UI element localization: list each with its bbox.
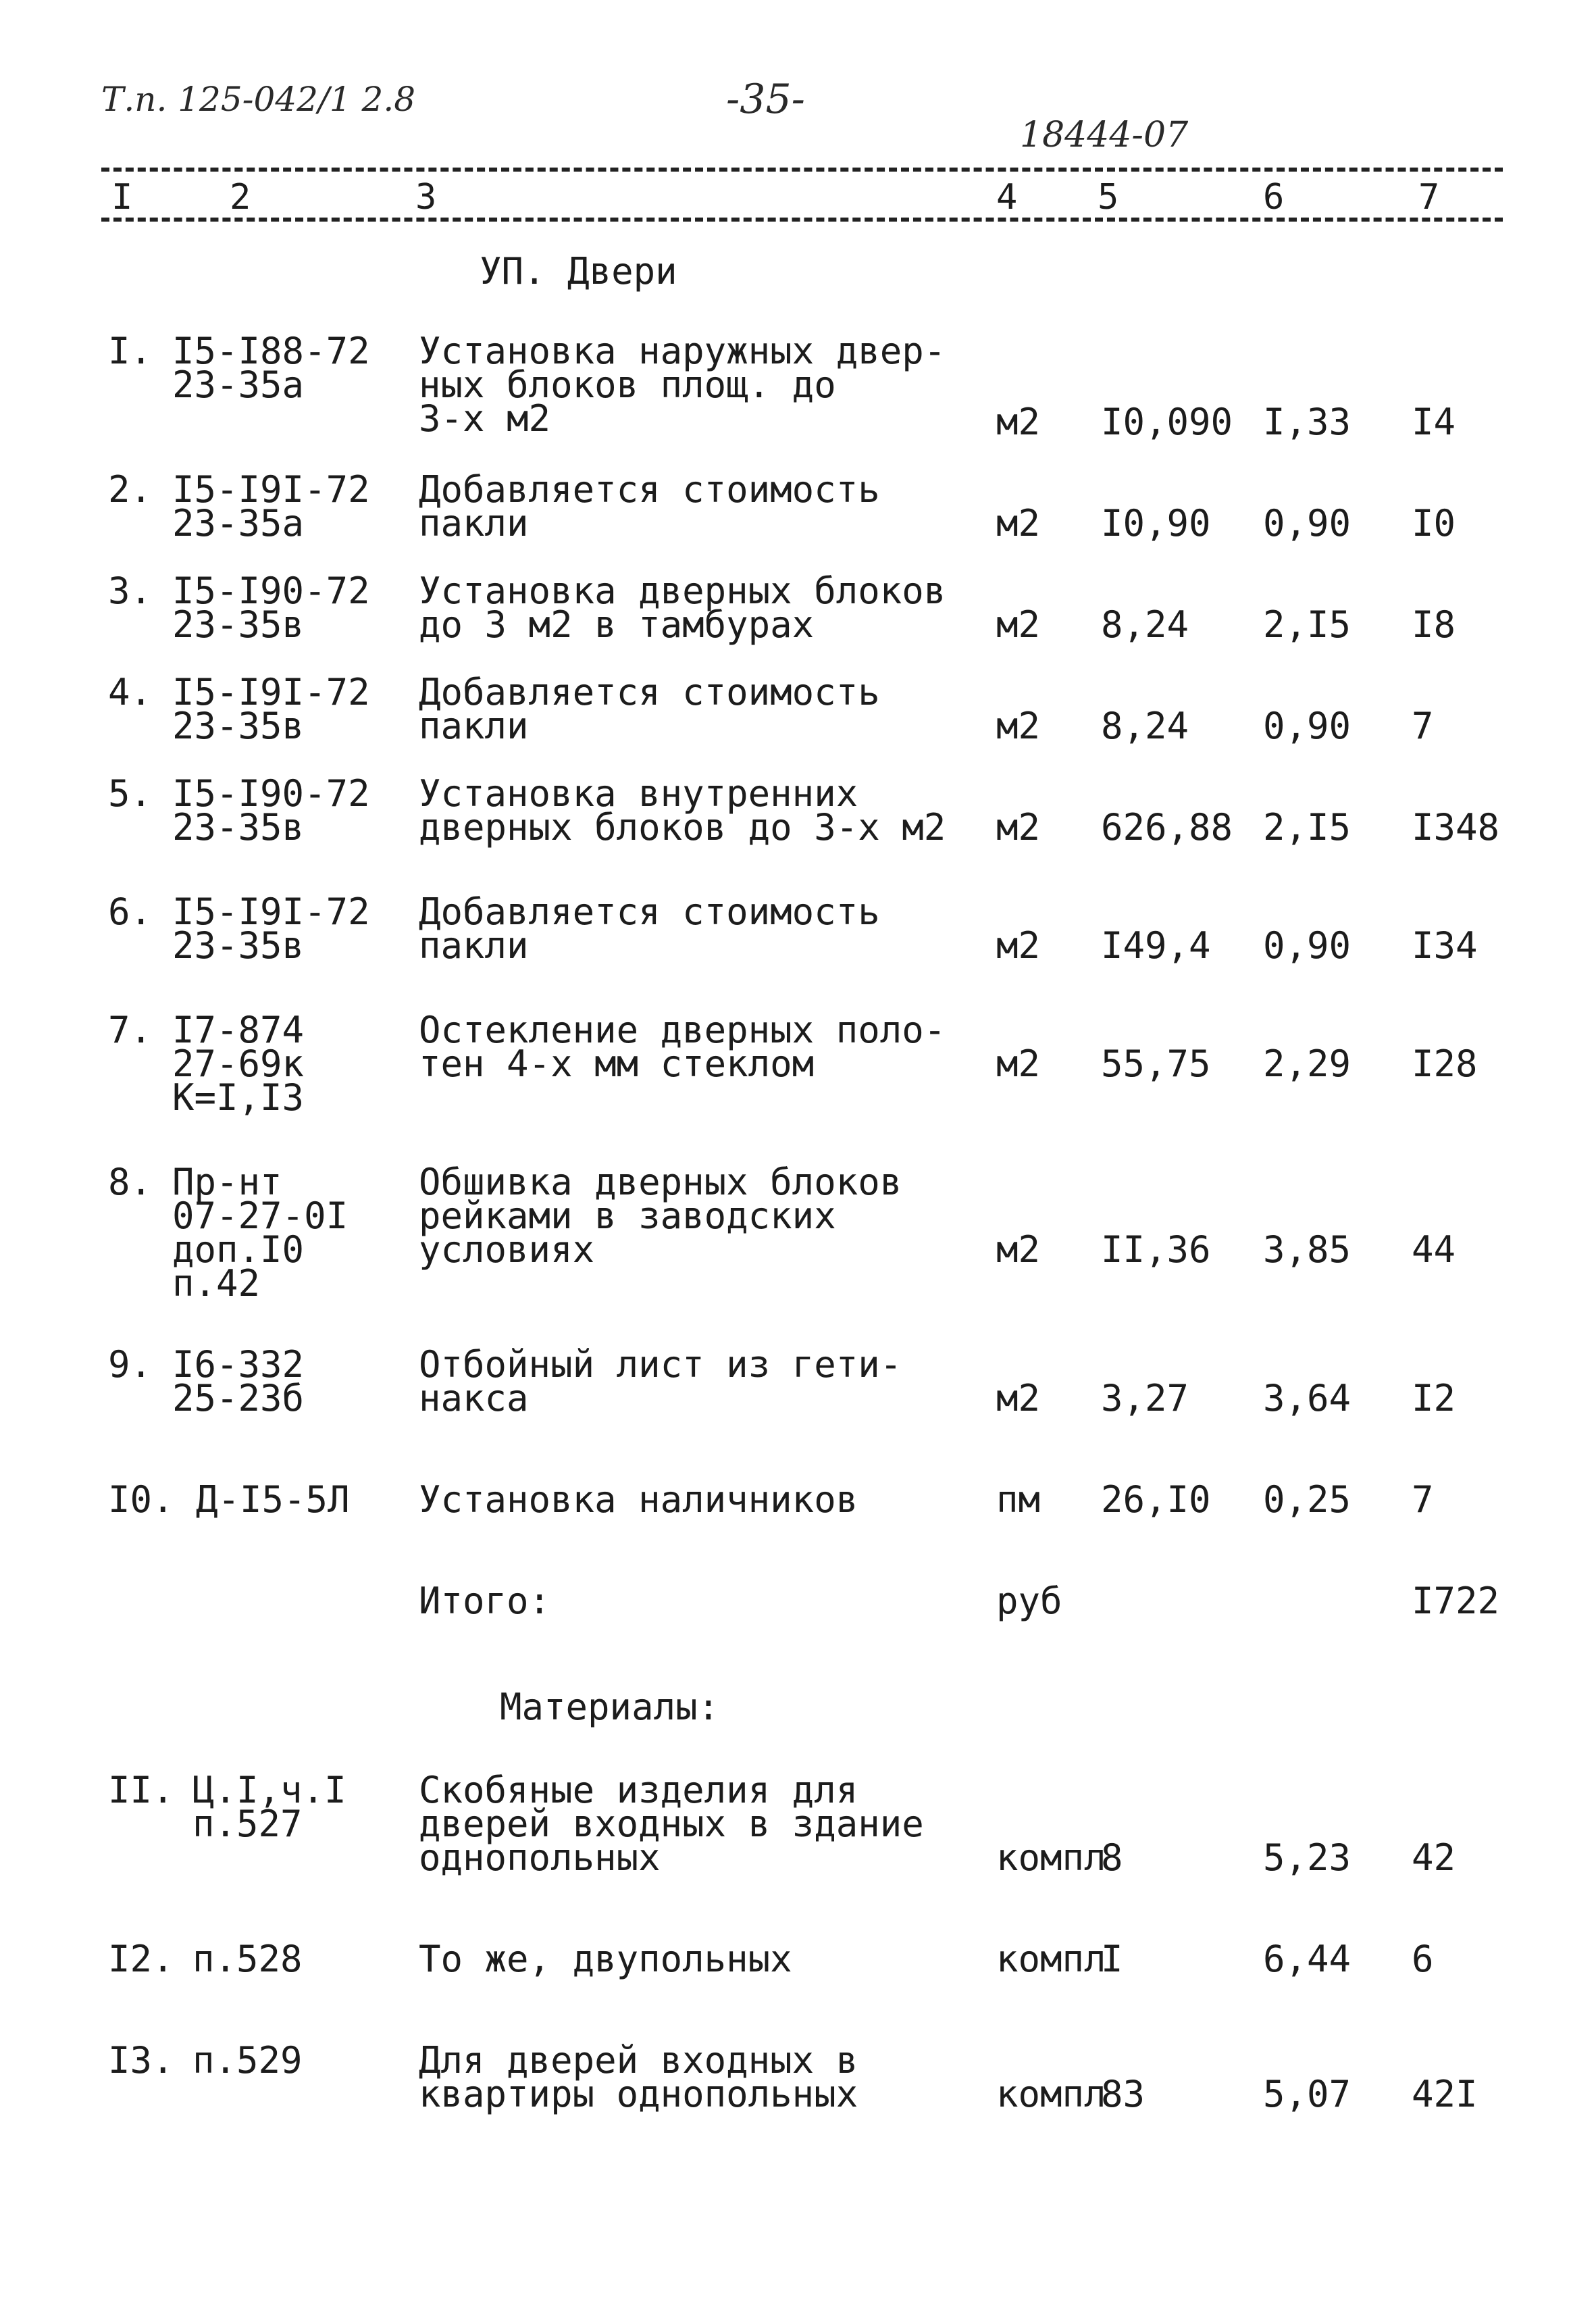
row-reference: п.529 [192,2039,303,2082]
row-number: I2. [108,1938,174,1980]
header-rule-bottom [101,218,1503,222]
row-reference: I5-I9I-72 23-35в [172,890,370,967]
row-price: 2,I5 [1263,603,1352,646]
row-reference: Д-I5-5Л [196,1478,350,1521]
row-quantity: 26,I0 [1101,1478,1211,1521]
row-unit: м2 [996,705,1041,747]
row-unit: м2 [996,603,1041,646]
header-rule-top [101,168,1503,172]
row-description: Добавляется стоимость пакли [419,671,880,747]
row-price: 3,85 [1263,1228,1352,1271]
row-unit: компл [996,1836,1106,1879]
row-total: I8 [1412,603,1456,646]
row-total: I348 [1412,806,1500,849]
row-price: 0,25 [1263,1478,1352,1521]
column-header-1: I [111,177,133,218]
row-description: Добавляется стоимость пакли [419,890,880,967]
row-reference: I7-874 27-69к К=I,I3 [172,1009,305,1119]
row-quantity: 3,27 [1101,1377,1189,1419]
row-description: Установка наружных двер- ных блоков площ. до 3-х м2 [419,330,946,440]
row-description: Остекление дверных поло- тен 4-х мм стеклом [419,1009,946,1085]
row-number: I0. [108,1478,174,1521]
row-unit: м2 [996,502,1041,545]
row-number: II. [108,1769,174,1811]
row-unit: м2 [996,401,1041,443]
row-number: 2. [108,468,153,511]
row-description: Установка наличников [419,1478,858,1521]
row-description: Установка дверных блоков до 3 м2 в тамбурах [419,570,946,646]
row-reference: I5-I90-72 23-35в [172,570,370,646]
column-header-2: 2 [230,177,251,218]
row-quantity: I [1101,1938,1123,1980]
row-reference: I5-I88-72 23-35а [172,330,370,406]
row-number: I. [108,330,153,372]
row-total: I34 [1412,924,1478,967]
row-quantity: 83 [1101,2073,1145,2115]
row-quantity: 8,24 [1101,705,1189,747]
row-reference: п.528 [192,1938,303,1980]
row-reference: I6-332 25-23б [172,1343,305,1419]
row-description: Установка внутренних дверных блоков до 3-х м2 [419,772,946,849]
row-number: 6. [108,890,153,933]
row-quantity: 8,24 [1101,603,1189,646]
row-total: 7 [1412,1478,1434,1521]
row-price: 0,90 [1263,924,1352,967]
row-description: Обшивка дверных блоков рейками в заводских условиях [419,1161,902,1271]
row-unit: м2 [996,1042,1041,1085]
row-total: 42I [1412,2073,1478,2115]
row-total: I28 [1412,1042,1478,1085]
row-reference: I5-I9I-72 23-35а [172,468,370,545]
row-unit: компл [996,1938,1106,1980]
row-total: 42 [1412,1836,1456,1879]
row-price: 0,90 [1263,502,1352,545]
row-unit: компл [996,2073,1106,2115]
row-description: Для дверей входных в квартиры однопольных [419,2039,858,2115]
total-label: Итого: [419,1580,551,1622]
row-number: 9. [108,1343,153,1386]
row-price: I,33 [1263,401,1352,443]
row-price: 3,64 [1263,1377,1352,1419]
row-number: I3. [108,2039,174,2082]
row-unit: пм [996,1478,1041,1521]
row-price: 2,29 [1263,1042,1352,1085]
row-unit: м2 [996,1377,1041,1419]
row-price: 0,90 [1263,705,1352,747]
row-unit: м2 [996,806,1041,849]
row-total: I2 [1412,1377,1456,1419]
row-quantity: 8 [1101,1836,1123,1879]
row-number: 3. [108,570,153,612]
row-quantity: I49,4 [1101,924,1211,967]
row-number: 8. [108,1161,153,1203]
column-header-4: 4 [996,177,1018,218]
row-total: 44 [1412,1228,1456,1271]
column-header-7: 7 [1418,177,1440,218]
row-reference: Ц.I,ч.I п.527 [192,1769,346,1845]
archive-number: 18444-07 [1020,115,1189,155]
row-unit: м2 [996,924,1041,967]
row-unit: м2 [996,1228,1041,1271]
row-total: I0 [1412,502,1456,545]
row-quantity: I0,090 [1101,401,1233,443]
page-number: -35- [726,76,805,123]
row-price: 5,07 [1263,2073,1352,2115]
row-quantity: 55,75 [1101,1042,1211,1085]
column-header-3: 3 [415,177,437,218]
document-code: Т.п. 125-042/1 2.8 [101,80,416,119]
row-description: Добавляется стоимость пакли [419,468,880,545]
row-total: 7 [1412,705,1434,747]
row-quantity: I0,90 [1101,502,1211,545]
row-description: То же, двупольных [419,1938,792,1980]
row-total: I4 [1412,401,1456,443]
row-price: 5,23 [1263,1836,1352,1879]
row-quantity: II,36 [1101,1228,1211,1271]
row-reference: I5-I9I-72 23-35в [172,671,370,747]
total-unit: руб [996,1580,1062,1622]
section-title: УП. Двери [480,250,677,293]
row-number: 4. [108,671,153,713]
total-amount: I722 [1412,1580,1500,1622]
row-description: Отбойный лист из гети- накса [419,1343,902,1419]
row-reference: I5-I90-72 23-35в [172,772,370,849]
column-header-6: 6 [1263,177,1285,218]
row-total: 6 [1412,1938,1434,1980]
row-price: 2,I5 [1263,806,1352,849]
materials-title: Материалы: [500,1686,720,1728]
row-number: 7. [108,1009,153,1051]
row-quantity: 626,88 [1101,806,1233,849]
row-number: 5. [108,772,153,815]
column-header-5: 5 [1098,177,1119,218]
row-reference: Пр-нт 07-27-0I доп.I0 п.42 [172,1161,349,1305]
row-description: Скобяные изделия для дверей входных в здание однопольных [419,1769,924,1879]
row-price: 6,44 [1263,1938,1352,1980]
